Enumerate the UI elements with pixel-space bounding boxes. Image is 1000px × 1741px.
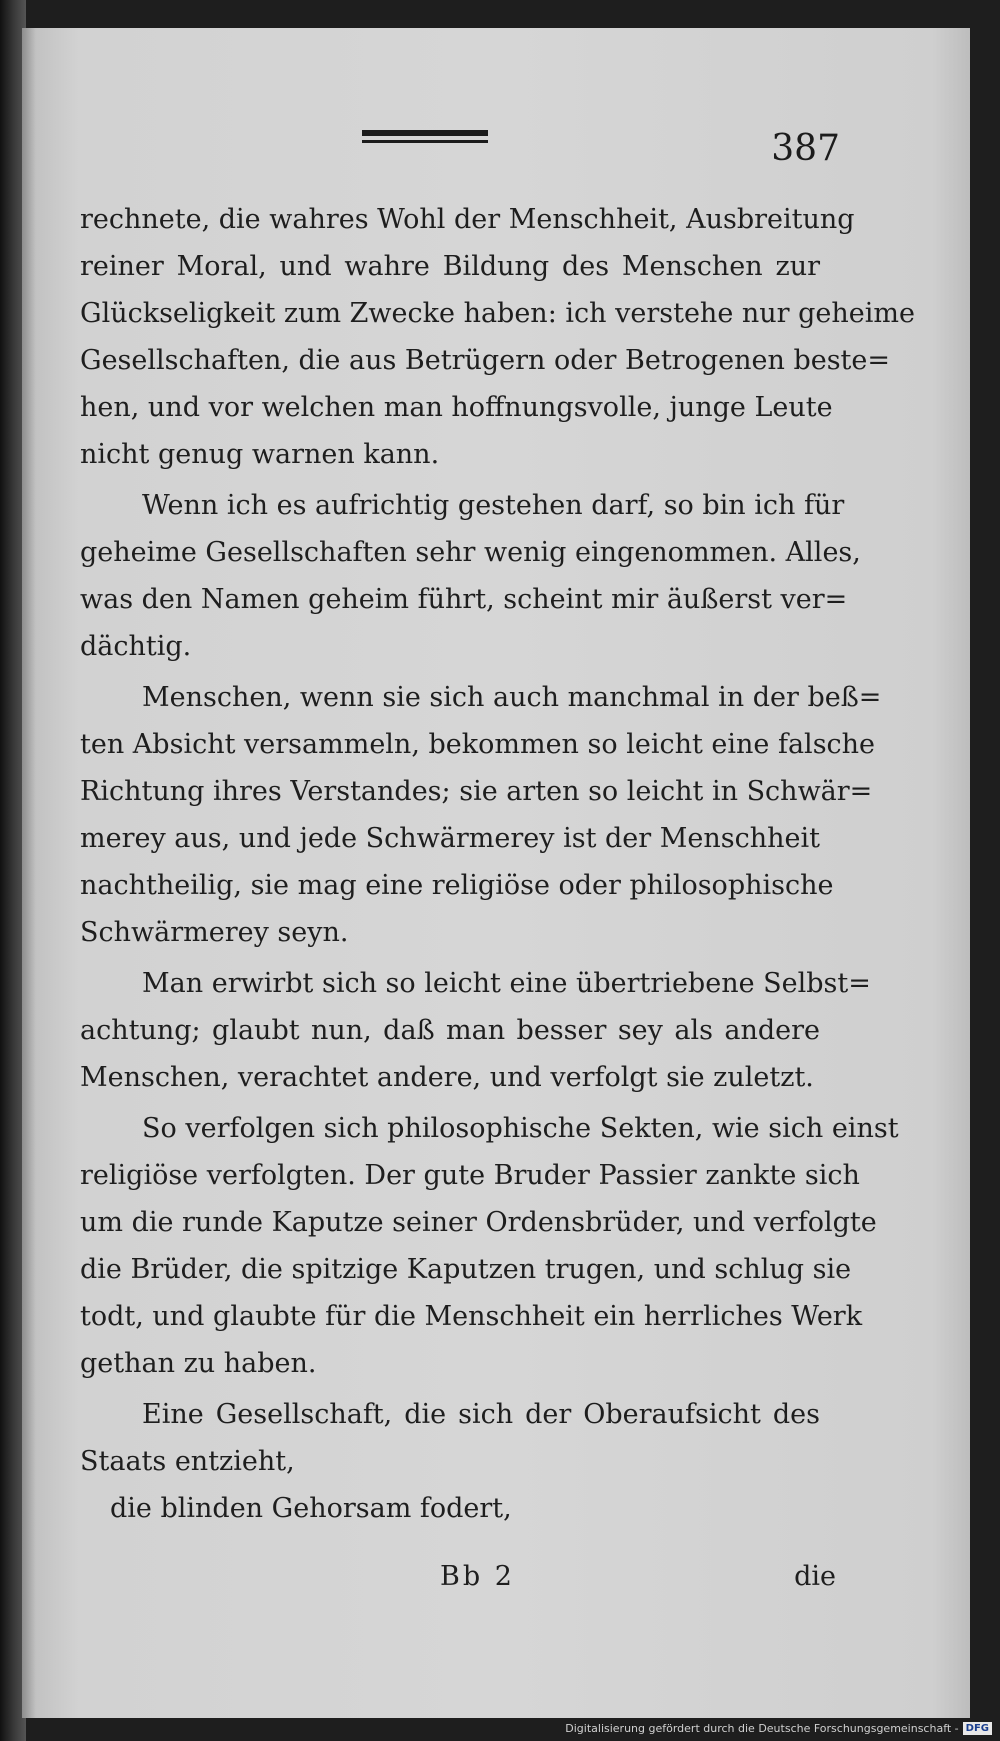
credit-text: Digitalisierung gefördert durch die Deutsche Forschungsgemeinschaft - bbox=[565, 1722, 959, 1735]
text-line: hen, und vor welchen man hoffnungsvolle, junge Leute bbox=[80, 392, 833, 423]
paragraph bbox=[80, 196, 915, 478]
digitization-credit bbox=[565, 1722, 992, 1735]
paragraph bbox=[80, 674, 882, 956]
body-text bbox=[80, 196, 915, 1532]
text-line: um die runde Kaputze seiner Ordensbrüder, und verfolgte bbox=[80, 1207, 877, 1238]
text-line: Richtung ihres Verstandes; sie arten so leicht in Schwär= bbox=[80, 776, 873, 807]
paragraph bbox=[80, 1105, 899, 1387]
text-line: die Brüder, die spitzige Kaputzen trugen, und schlug sie bbox=[80, 1254, 852, 1285]
text-line: was den Namen geheim führt, scheint mir äußerst ver= bbox=[80, 584, 848, 615]
text-line: religiöse verfolgten. Der gute Bruder Passier zankte sich bbox=[80, 1160, 860, 1191]
text-line: dächtig. bbox=[80, 631, 192, 662]
page-number: 387 bbox=[771, 128, 840, 169]
text-line: Menschen, verachtet andere, und verfolgt sie zuletzt. bbox=[80, 1062, 814, 1093]
text-line: Man erwirbt sich so leicht eine übertriebene Selbst= bbox=[142, 968, 871, 999]
text-line: Schwärmerey seyn. bbox=[80, 917, 349, 948]
paragraph bbox=[80, 960, 871, 1101]
book-page bbox=[22, 28, 970, 1718]
text-line: Eine Gesellschaft, die sich der Oberaufsicht des bbox=[142, 1399, 820, 1430]
text-line: todt, und glaubte für die Menschheit ein herrliches Werk bbox=[80, 1301, 863, 1332]
text-line: gethan zu haben. bbox=[80, 1348, 317, 1379]
text-line: nicht genug warnen kann. bbox=[80, 439, 440, 470]
dfg-logo: DFG bbox=[963, 1722, 992, 1735]
text-line: rechnete, die wahres Wohl der Menschheit, Ausbreitung bbox=[80, 204, 855, 235]
text-line: nachtheilig, sie mag eine religiöse oder philosophische bbox=[80, 870, 834, 901]
paragraph bbox=[80, 482, 861, 670]
text-line: geheime Gesellschaften sehr wenig eingenommen. Alles, bbox=[80, 537, 861, 568]
text-line: merey aus, und jede Schwärmerey ist der Menschheit bbox=[80, 823, 820, 854]
text-line: achtung; glaubt nun, daß man besser sey als andere bbox=[80, 1015, 820, 1046]
text-line: So verfolgen sich philosophische Sekten, wie sich einst bbox=[142, 1113, 899, 1144]
text-line: Staats entzieht, bbox=[80, 1446, 295, 1477]
text-line: reiner Moral, und wahre Bildung des Menschen zur bbox=[80, 251, 820, 282]
text-line: ten Absicht versammeln, bekommen so leicht eine falsche bbox=[80, 729, 876, 760]
page-footer bbox=[80, 1553, 836, 1600]
catchword: die bbox=[794, 1561, 836, 1592]
text-line: Glückseligkeit zum Zwecke haben: ich verstehe nur geheime bbox=[80, 298, 915, 329]
paragraph bbox=[80, 1485, 820, 1532]
text-line: Gesellschaften, die aus Betrügern oder Betrogenen beste= bbox=[80, 345, 891, 376]
text-line: die blinden Gehorsam fodert, bbox=[110, 1493, 512, 1524]
signature-mark: Bb 2 bbox=[440, 1561, 515, 1592]
page-gutter-shadow bbox=[22, 28, 36, 1718]
text-line: Menschen, wenn sie sich auch manchmal in der beß= bbox=[142, 682, 882, 713]
paragraph bbox=[80, 1391, 820, 1485]
text-line: Wenn ich es aufrichtig gestehen darf, so bin ich für bbox=[142, 490, 845, 521]
